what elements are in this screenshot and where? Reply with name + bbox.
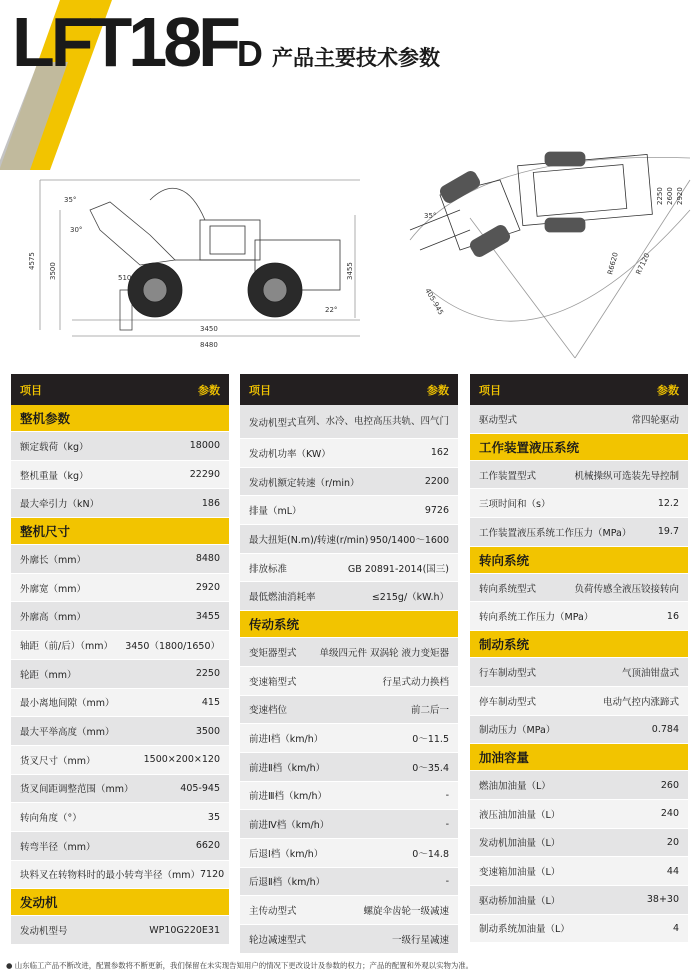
dim-label: R7120 — [634, 251, 652, 276]
table-row — [470, 800, 688, 829]
param-value: 3455 — [195, 610, 220, 622]
param-value: 38+30 — [646, 894, 679, 906]
section-title: 发动机 — [11, 889, 229, 916]
dim-label: 2920 — [676, 187, 684, 205]
section-title: 传动系统 — [240, 611, 458, 638]
dim-label: 3455 — [346, 262, 354, 280]
param-value: 6620 — [195, 840, 220, 852]
param-value: 12.2 — [657, 497, 679, 509]
param-name: 排量（mL） — [249, 506, 302, 518]
param-name: 外廓高（mm） — [20, 612, 87, 624]
param-name: 前进Ⅰ档（km/h） — [249, 734, 324, 746]
param-name: 最低燃油消耗率 — [249, 592, 316, 604]
param-name: 转弯半径（mm） — [20, 841, 96, 853]
table-row — [470, 886, 688, 915]
dim-label: 3500 — [49, 262, 57, 280]
dim-label: 3450 — [200, 325, 218, 333]
param-value: 44 — [666, 865, 679, 877]
param-value: 19.7 — [657, 526, 679, 538]
param-value: 950/1400～1600 — [369, 534, 449, 546]
param-name: 货叉尺寸（mm） — [20, 755, 96, 767]
param-value: - — [445, 875, 449, 887]
table-row — [11, 746, 229, 775]
table-row — [11, 832, 229, 861]
param-name: 工作装置液压系统工作压力（MPa） — [479, 527, 632, 539]
param-value: 186 — [201, 497, 220, 509]
dim-label: 22° — [325, 306, 338, 314]
param-value: 1500×200×120 — [143, 754, 220, 766]
param-value: 气顶油钳盘式 — [621, 667, 679, 679]
param-value: 4 — [672, 922, 679, 934]
param-name: 停车制动型式 — [479, 696, 537, 708]
table-row — [11, 861, 229, 890]
param-value: 常四轮驱动 — [631, 414, 679, 426]
param-value: 16 — [666, 610, 679, 622]
dim-label: 30° — [70, 226, 83, 234]
table-row — [470, 716, 688, 745]
side-view-drawing — [28, 180, 360, 349]
param-value: 0～11.5 — [412, 734, 449, 746]
table-row — [240, 724, 458, 753]
param-name: 发动机额定转速（r/min） — [249, 477, 360, 489]
param-name: 变矩器型式 — [249, 647, 297, 659]
param-value: 螺旋伞齿轮一级减速 — [363, 906, 449, 918]
table-row — [240, 667, 458, 696]
param-name: 转向系统工作压力（MPa） — [479, 612, 594, 624]
dim-label: 8480 — [200, 341, 218, 349]
param-name: 轮距（mm） — [20, 669, 77, 681]
table-row — [11, 803, 229, 832]
param-name: 外廓宽（mm） — [20, 583, 87, 595]
param-name: 前进Ⅱ档（km/h） — [249, 762, 326, 774]
param-name: 后退Ⅱ档（km/h） — [249, 877, 326, 889]
dim-label: 35° — [424, 212, 437, 220]
param-name: 轴距（前/后）（mm） — [20, 640, 113, 652]
param-value: 负荷传感全液压铰接转向 — [574, 583, 679, 595]
param-value: 2920 — [195, 582, 220, 594]
table-row — [240, 925, 458, 954]
param-name: 发动机型号 — [20, 926, 68, 938]
param-name: 制动压力（MPa） — [479, 725, 556, 737]
param-value: 前二后一 — [410, 705, 449, 717]
param-name: 三项时间和（s） — [479, 499, 551, 511]
param-name: 额定载荷（kg） — [20, 441, 89, 453]
param-value: 直列、水冷、电控高压共轨、四气门 — [296, 415, 449, 427]
param-name: 变速箱型式 — [249, 676, 297, 688]
table-row — [470, 658, 688, 687]
footnote: ● 山东临工产品不断改进，配置参数将不断更新，我们保留在未实现告知用户的情况下更改设计及参数的权力；产品的配置和外观以实物为准。 — [6, 961, 474, 970]
param-value: WP10G220E31 — [149, 924, 220, 936]
table-row — [470, 687, 688, 716]
table-row — [240, 496, 458, 525]
table-row — [11, 717, 229, 746]
table-row — [240, 582, 458, 611]
param-value: 一级行星减速 — [391, 934, 449, 946]
table-row — [240, 782, 458, 811]
param-value: 0～14.8 — [412, 848, 449, 860]
section-title: 整机尺寸 — [11, 518, 229, 545]
param-value: 3450（1800/1650） — [125, 640, 220, 652]
table-row — [11, 689, 229, 718]
param-name: 行车制动型式 — [479, 667, 537, 679]
param-name: 外廓长（mm） — [20, 554, 87, 566]
param-name: 工作装置型式 — [479, 470, 537, 482]
table-row — [11, 660, 229, 689]
param-value: 20 — [666, 836, 679, 848]
table-row — [240, 439, 458, 468]
param-value: 8480 — [195, 553, 220, 565]
dim-label: R6620 — [606, 251, 620, 276]
table-row — [240, 696, 458, 725]
param-value: 2200 — [424, 476, 449, 488]
model-name: LFT18FD — [12, 3, 263, 81]
param-name: 燃油加油量（L） — [479, 781, 551, 793]
table-header: 项目 参数 — [240, 374, 458, 405]
table-row — [470, 489, 688, 518]
table-header: 项目 参数 — [11, 374, 229, 405]
table-row — [240, 638, 458, 667]
table-row — [470, 602, 688, 631]
param-name: 液压油加油量（L） — [479, 809, 561, 821]
param-value: 22290 — [189, 469, 220, 481]
param-value: 机械操纵可选装先导控制 — [574, 470, 679, 482]
param-value: 35 — [207, 811, 220, 823]
table-row — [470, 518, 688, 547]
param-name: 发动机加油量（L） — [479, 838, 561, 850]
table-row — [470, 771, 688, 800]
dim-label: 510 — [118, 274, 132, 282]
table-row — [11, 545, 229, 574]
param-name: 最大平举高度（mm） — [20, 727, 115, 739]
param-name: 前进Ⅲ档（km/h） — [249, 791, 328, 803]
spec-table-col1 — [11, 374, 229, 945]
param-value: 电动气控内涨蹄式 — [602, 696, 679, 708]
section-title: 整机参数 — [11, 405, 229, 432]
table-row — [240, 868, 458, 897]
table-row — [11, 432, 229, 461]
param-value: 0.784 — [651, 723, 679, 735]
table-row — [240, 839, 458, 868]
section-title: 制动系统 — [470, 631, 688, 658]
param-value: - — [445, 818, 449, 830]
param-value: 7120 — [200, 868, 225, 880]
table-row — [470, 829, 688, 858]
dim-label: 2250 — [656, 187, 664, 205]
param-value: 0～35.4 — [412, 762, 449, 774]
param-name: 最小离地间隙（mm） — [20, 698, 115, 710]
param-value: 18000 — [189, 440, 220, 452]
param-value: 162 — [430, 447, 449, 459]
table-row — [240, 896, 458, 925]
section-title: 工作装置液压系统 — [470, 434, 688, 461]
table-row — [240, 468, 458, 497]
table-row — [240, 405, 458, 439]
top-view-drawing — [410, 152, 690, 358]
param-value: 3500 — [195, 725, 220, 737]
table-row — [240, 753, 458, 782]
table-row — [240, 525, 458, 554]
table-row — [240, 554, 458, 583]
table-row — [11, 602, 229, 631]
table-row — [470, 915, 688, 944]
param-value: 405-945 — [180, 782, 220, 794]
param-value: 9726 — [424, 504, 449, 516]
param-value: 240 — [660, 808, 679, 820]
param-value: 415 — [201, 696, 220, 708]
param-name: 变速档位 — [249, 705, 288, 717]
spec-table-col2 — [240, 374, 458, 954]
table-row — [240, 810, 458, 839]
param-value: 单级四元件 双涡轮 液力变矩器 — [319, 647, 449, 659]
param-name: 驱动桥加油量（L） — [479, 895, 561, 907]
param-name: 轮边减速型式 — [249, 934, 307, 946]
dim-label: 2600 — [666, 187, 674, 205]
param-value: - — [445, 789, 449, 801]
table-header: 项目 参数 — [470, 374, 688, 405]
param-name: 货叉间距调整范围（mm） — [20, 784, 134, 796]
param-value: 2250 — [195, 668, 220, 680]
section-title: 加油容量 — [470, 744, 688, 771]
param-name: 最大牵引力（kN） — [20, 499, 100, 511]
table-row — [470, 857, 688, 886]
param-name: 变速箱加油量（L） — [479, 867, 561, 879]
dim-label: 35° — [64, 196, 77, 204]
param-name: 发动机型式 — [249, 417, 297, 429]
param-name: 最大扭矩(N.m)/转速(r/min) — [249, 534, 369, 546]
table-row — [11, 461, 229, 490]
table-row — [11, 489, 229, 518]
table-row — [470, 574, 688, 603]
section-title: 转向系统 — [470, 547, 688, 574]
param-name: 驱动型式 — [479, 414, 518, 426]
param-value: 行星式动力换档 — [382, 676, 449, 688]
param-name: 主传动型式 — [249, 906, 297, 918]
param-name: 转向系统型式 — [479, 583, 537, 595]
table-row — [11, 631, 229, 660]
table-row — [470, 461, 688, 490]
table-row — [11, 916, 229, 945]
dim-label: 405-945 — [423, 287, 445, 317]
param-name: 后退Ⅰ档（km/h） — [249, 848, 324, 860]
param-value: ≤215g/（kW.h） — [371, 592, 449, 604]
param-value: GB 20891-2014(国三) — [347, 563, 449, 575]
param-name: 发动机功率（KW） — [249, 448, 331, 460]
param-value: 260 — [660, 779, 679, 791]
param-name: 前进Ⅳ档（km/h） — [249, 820, 330, 832]
machine-drawings — [0, 140, 700, 365]
page-subtitle: 产品主要技术参数 — [272, 46, 440, 70]
param-name: 块料叉在转物料时的最小转弯半径（mm） — [20, 870, 201, 882]
param-name: 整机重量（kg） — [20, 470, 89, 482]
spec-table-col3 — [470, 374, 688, 943]
param-name: 转向角度（°） — [20, 813, 82, 825]
table-row — [470, 405, 688, 434]
param-name: 排放标准 — [249, 563, 288, 575]
table-row — [11, 775, 229, 804]
dim-label: 4575 — [28, 252, 36, 270]
param-name: 制动系统加油量（L） — [479, 924, 570, 936]
table-row — [11, 574, 229, 603]
